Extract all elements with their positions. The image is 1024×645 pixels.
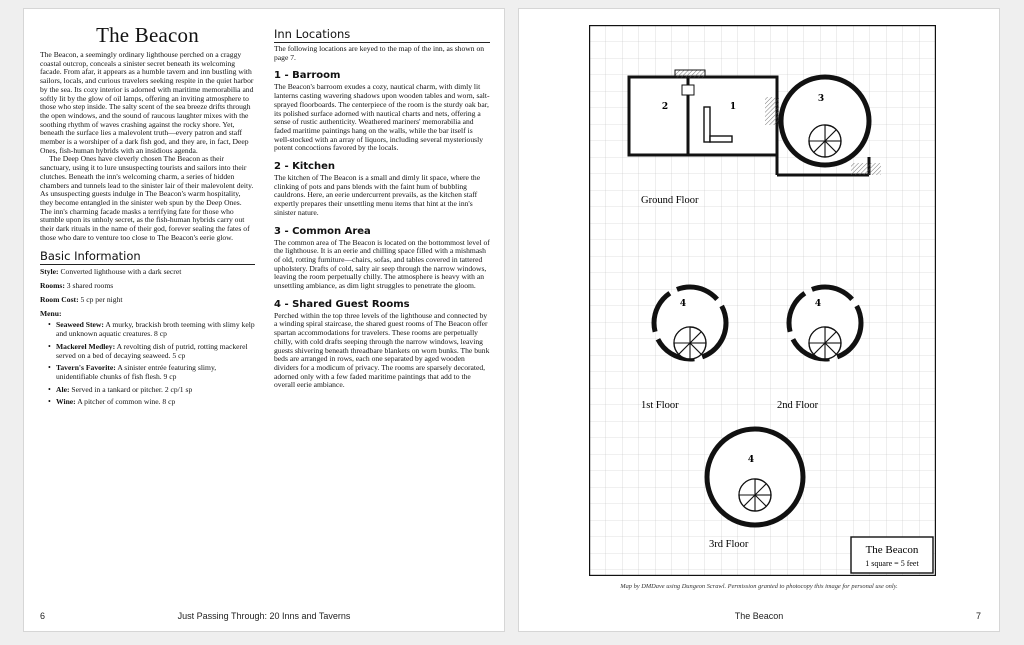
kitchen-heading: 2 - Kitchen [274, 161, 335, 173]
inn-locations-intro: The following locations are keyed to the map of the inn, as shown on page 7. [274, 44, 485, 62]
right-column [274, 27, 490, 390]
menu-item [48, 398, 255, 407]
menu-item-desc: A murky, brackish broth teeming with slimy kelp and unknown aquatic creatures. 8 cp [56, 320, 255, 339]
menu-item [48, 386, 255, 395]
spiral-stair-icon [809, 125, 841, 157]
cost-row [40, 295, 255, 304]
guest-rooms-text: Perched within the top three levels of the lighthouse and connected by a winding spiral staircase, the shared guest rooms of The Beacon offer spartan accommodations for travelers. These rooms are perpetually chilly, with cold drafts seeping through the narrow windows, leaving guests shivering beneath threadbare blankets on worn bunks. The bunk beds are arranged in rows, each one separated by aged wooden dividers for a modicum of privacy. The rooms are sparsely decorated, adorned only with a few faded maritime paintings that add to the overall eerie ambiance. [274, 310, 490, 390]
basic-info-heading: Basic Information [40, 249, 255, 265]
guest-rooms-heading: 4 - Shared Guest Rooms [274, 298, 410, 310]
menu-item-name: Mackerel Medley: [56, 341, 116, 351]
stairs-icon [675, 70, 705, 78]
spiral-stair-icon [674, 327, 706, 359]
menu-list [48, 321, 255, 407]
intro-paragraph-1: The Beacon, a seemingly ordinary lighthouse perched on a craggy coastal outcrop, conceals a sinister secret beneath its welcoming facade. From afar, it appears as a humble tavern and inn bustling with sailors, locals, and curious travelers seeking respite in the quiet harbor by the sea. Its cozy interior is adorned with maritime memorabilia and softly lit by the glow of oil lamps, offering an inviting atmosphere to those who step inside. The salty scent of the sea breeze drifts through the open windows, and the sound of raucous laughter mixes with the soothing rhythm of waves crashing against the rocky shore. Yet, beneath the surface lies a malevolent truth—every patron and staff member is a worshiper of a dark fish god, and they are, in fact, Deep Ones, fish-human hybrids with an insidious agenda. [40, 50, 254, 155]
map-credit: Map by DMDave using Dungeon Scrawl. Permission granted to photocopy this image for personal use only. [620, 583, 898, 590]
menu-item [48, 343, 255, 360]
menu-item-name: Tavern's Favorite: [56, 363, 116, 373]
barroom-text: The Beacon's barroom exudes a cozy, nautical charm, with dimly lit lanterns casting wavering shadows upon wooden tables and worn, salt-sprayed floorboards. The centerpiece of the room is the sturdy oak bar, its polished surface adorned with nautical charts and nets, offering a sense of rustic authenticity. Weathered mariners' memorabilia and faded maritime paintings hang on the walls, while the bar itself is well-stocked with an array of liquors, including several mysteriously potent concoctions favored by the locals. [274, 82, 490, 153]
page-number: 6 [40, 611, 46, 621]
room-label: 3 [817, 94, 825, 104]
steps-icon [765, 97, 779, 125]
menu-item-name: Seaweed Stew: [56, 320, 104, 330]
rooms-row [40, 281, 255, 290]
map-legend [851, 537, 933, 573]
menu-item-desc: Served in a tankard or pitcher. 2 cp/1 sp [71, 384, 193, 394]
rooms-label: Rooms: [40, 281, 65, 291]
style-label: Style: [40, 267, 59, 277]
running-title: The Beacon [734, 611, 784, 621]
kitchen-text: The kitchen of The Beacon is a small and dimly lit space, where the clinking of pots and pans blends with the faint hum of bubbling cauldrons. Here, an eerie undercurrent prevails, as the kitchen staff expertly prepares their unsettling menu items that hint at the inn's sinister nature. [274, 173, 481, 217]
menu-label: Menu: [40, 309, 62, 319]
menu-item [48, 321, 255, 338]
style-value: Converted lighthouse with a dark secret [60, 267, 182, 277]
room-label: 1 [729, 102, 737, 112]
building-walls [629, 77, 777, 155]
menu-item [48, 364, 255, 381]
page-number: 7 [975, 611, 981, 621]
left-page [23, 8, 505, 632]
room-label: 2 [661, 102, 669, 112]
barroom-heading: 1 - Barroom [274, 70, 341, 82]
steps-icon [851, 163, 881, 175]
right-page [518, 8, 1000, 632]
room-label: 4 [747, 455, 755, 465]
intro-paragraph-2: The Deep Ones have cleverly chosen The Beacon as their sanctuary, using it to lure unsuspecting tourists and sailors into their clutches. Beneath the inn's welcoming charm, a series of hidden chambers and tunnels lead to the sinister lair of their malevolent deity. As unsuspecting guests indulge in The Beacon's warm hospitality, they become entangled in the sinister web spun by the Deep Ones. The inn's charming facade masks a terrifying fate for those who stumble upon its unholy secret, as the fish-human hybrids carry out their dark rituals in the name of their god, forever sealing the fates of those who dare to venture too close to The Beacon's eerie glow. [40, 154, 254, 242]
page-title: The Beacon [96, 23, 199, 47]
menu-row [40, 309, 255, 318]
inn-map [589, 25, 936, 576]
spiral-stair-icon [809, 327, 841, 359]
bar-counter-icon [710, 136, 732, 142]
legend-scale: 1 square = 5 feet [865, 559, 919, 568]
menu-item-desc: A revolting dish of putrid, rotting mackerel served on a bed of decaying seaweed. 5 cp [56, 341, 248, 360]
second-floor-label: 2nd Floor [777, 400, 819, 411]
door-icon [682, 85, 694, 95]
rooms-value: 3 shared rooms [66, 281, 114, 291]
menu-item-name: Ale: [56, 384, 70, 394]
ground-floor-label: Ground Floor [641, 195, 699, 206]
room-label: 4 [814, 299, 822, 309]
third-floor-label: 3rd Floor [709, 539, 749, 550]
cost-value: 5 cp per night [80, 295, 123, 305]
menu-item-desc: A pitcher of common wine. 8 cp [77, 397, 176, 407]
menu-item-name: Wine: [56, 397, 76, 407]
common-area-heading: 3 - Common Area [274, 225, 371, 237]
running-title: Just Passing Through: 20 Inns and Taverns [177, 611, 351, 621]
first-floor-label: 1st Floor [641, 400, 679, 411]
legend-title: The Beacon [865, 544, 919, 556]
left-column [40, 23, 255, 411]
menu-item-desc: A sinister entrée featuring slimy, unidentifiable chunks of fish flesh. 9 cp [56, 363, 217, 381]
style-row [40, 267, 255, 276]
common-area-text: The common area of The Beacon is located on the bottommost level of the lighthouse. It is an eerie and chilling space filled with a mishmash of old, rotting furniture—chairs, sofas, and tables covered in tattered upholstery. Drafts of cold, salty air seep through the narrow windows, leaving the room perpetually chilly. The atmosphere is heavy with an unsettling ambiance, as dim light struggles to penetrate the gloom. [274, 237, 490, 291]
spiral-stair-icon [739, 479, 771, 511]
inn-locations-heading: Inn Locations [274, 27, 490, 43]
bar-counter-icon [704, 107, 710, 142]
intro-text [40, 51, 255, 242]
room-label: 4 [679, 299, 687, 309]
cost-label: Room Cost: [40, 295, 79, 305]
